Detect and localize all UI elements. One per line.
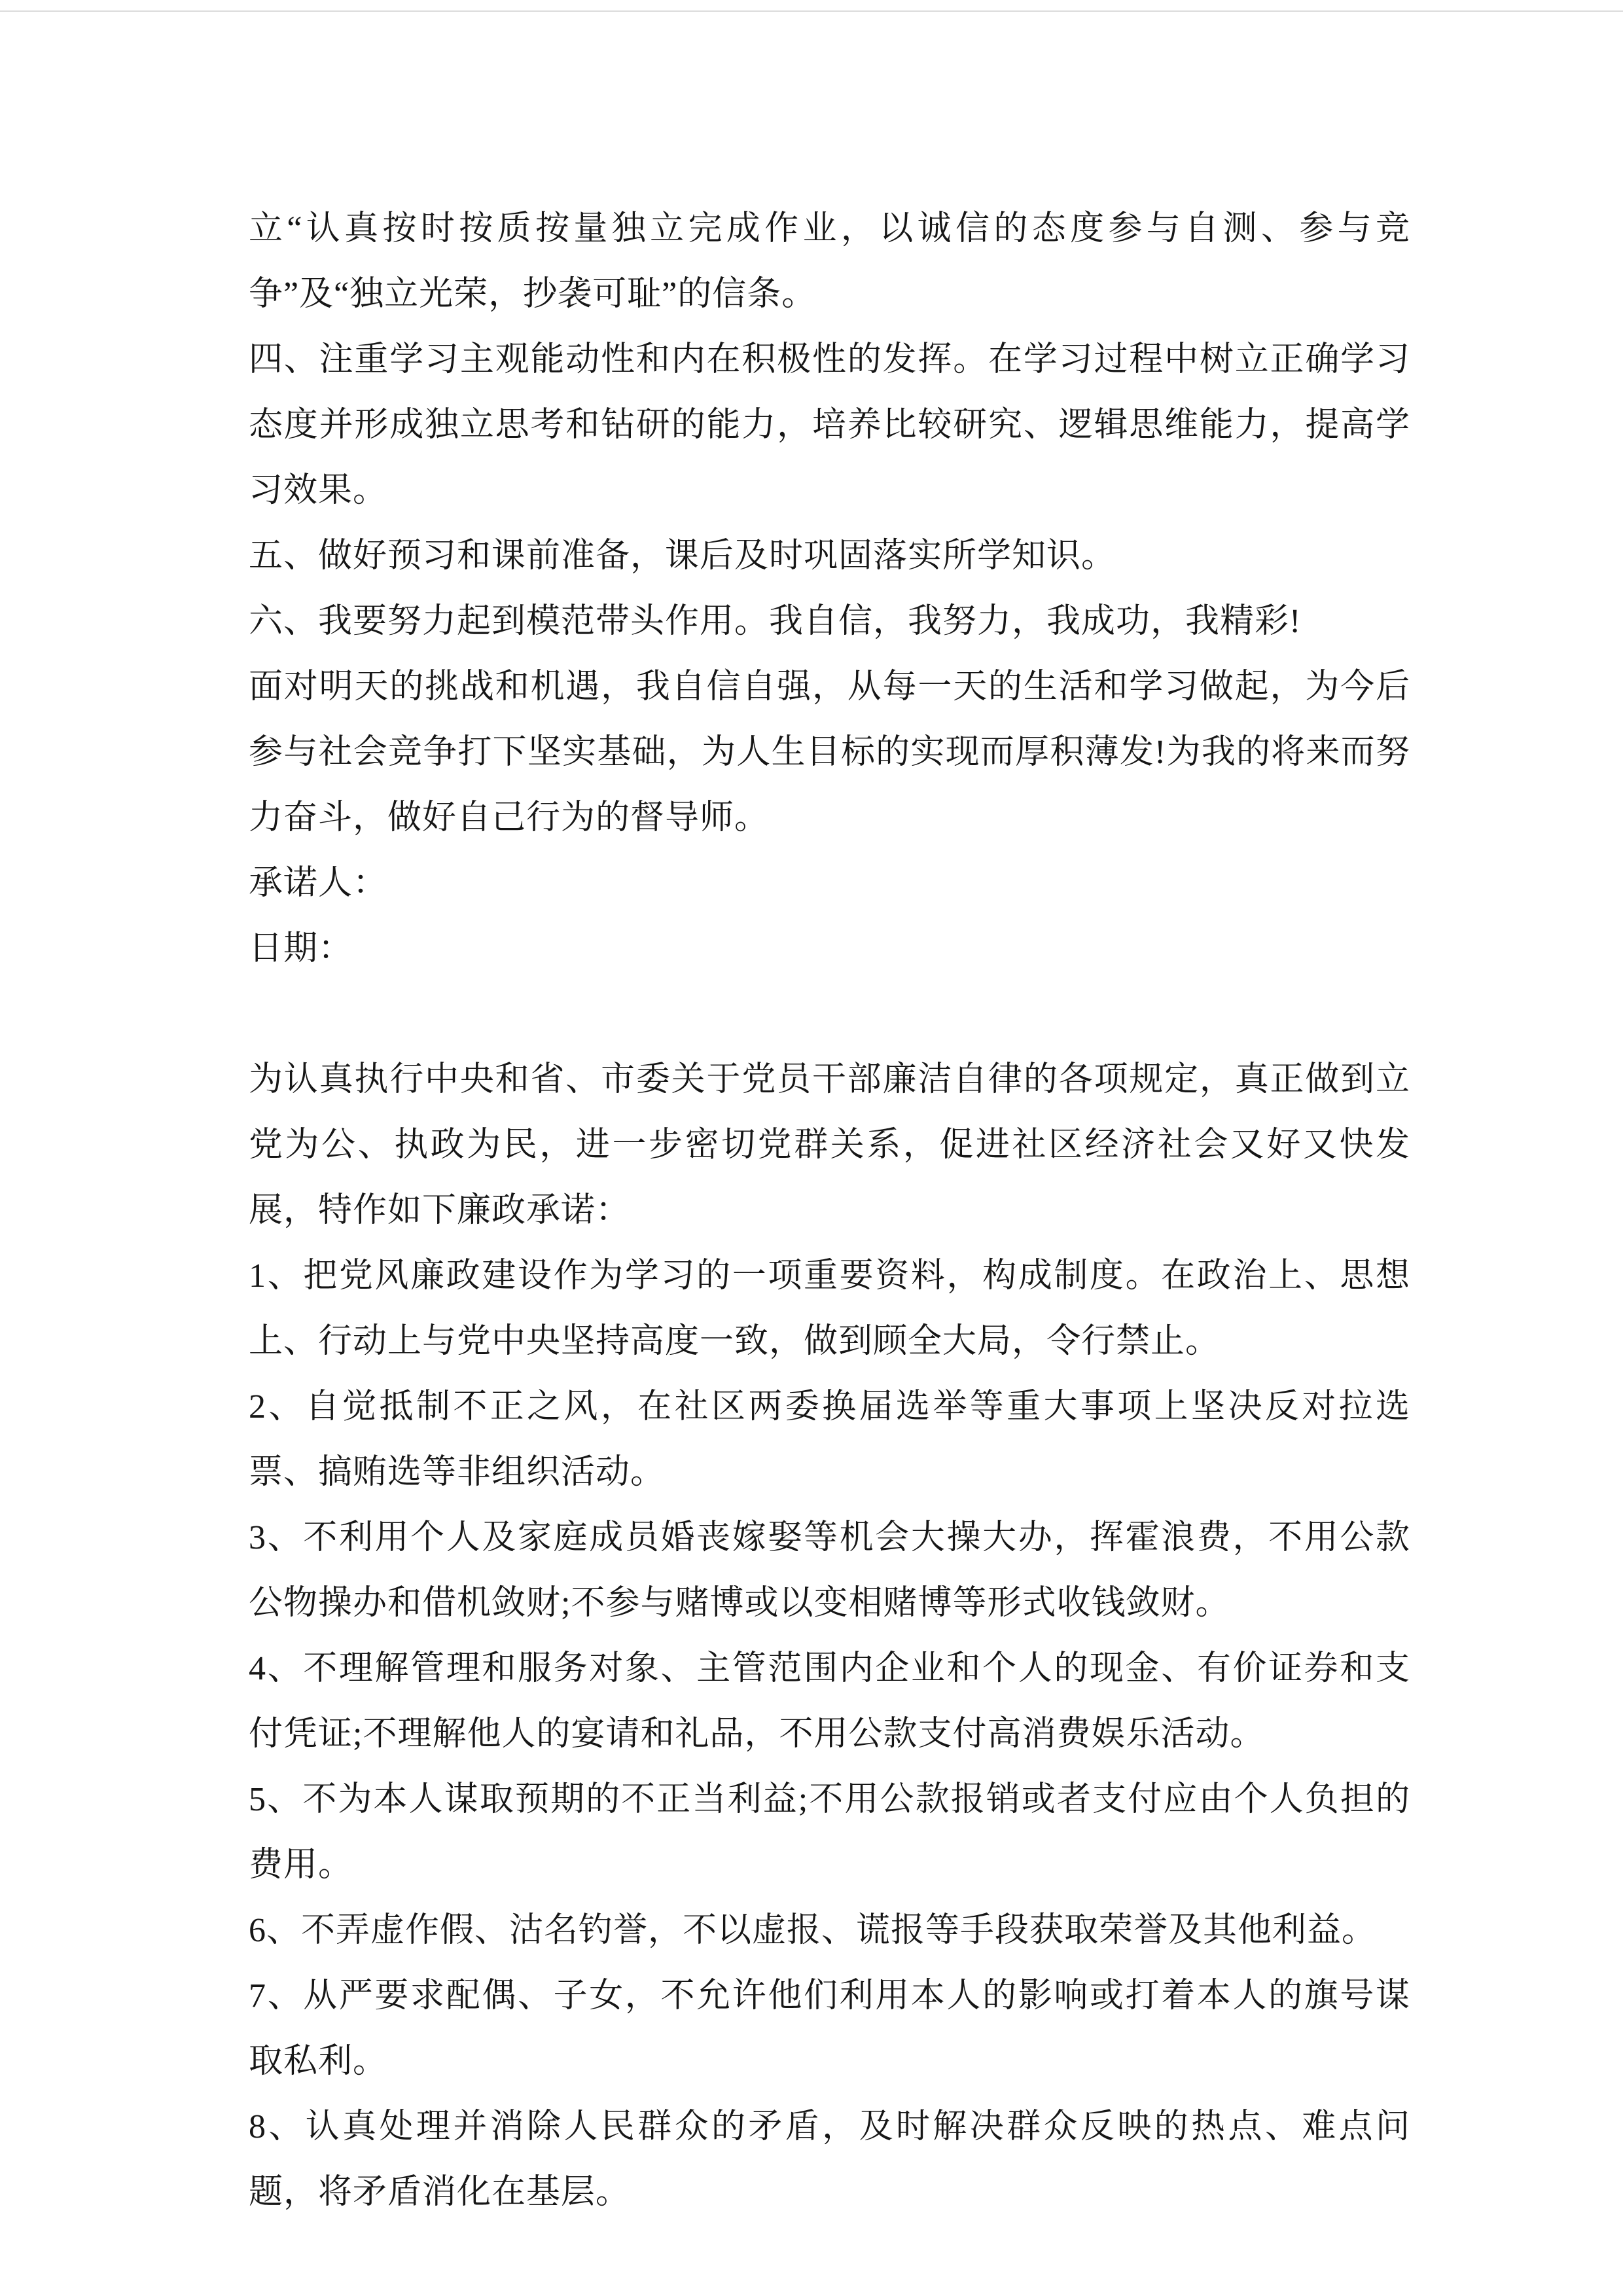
paragraph: 为认真执行中央和省、市委关于党员干部廉洁自律的各项规定，真正做到立党为公、执政为民，进一步密切党群关系，促进社区经济社会又好又快发展，特作如下廉政承诺： — [249, 1061, 1410, 1229]
paragraph — [249, 982, 1410, 1047]
paragraph: 六、我要努力起到模范带头作用。我自信，我努力，我成功，我精彩! — [249, 603, 1302, 640]
paragraph: 日期： — [249, 930, 353, 967]
paragraph: 3、不利用个人及家庭成员婚丧嫁娶等机会大操大办，挥霍浪费，不用公款公物操办和借机敛财;不参与赌博或以变相赌博等形式收钱敛财。 — [249, 1519, 1410, 1622]
paragraph: 1、把党风廉政建设作为学习的一项重要资料，构成制度。在政治上、思想上、行动上与党中央坚持高度一致，做到顾全大局，令行禁止。 — [249, 1257, 1410, 1360]
paragraph: 8、认真处理并消除人民群众的矛盾，及时解决群众反映的热点、难点问题，将矛盾消化在基层。 — [249, 2108, 1410, 2211]
paragraph: 承诺人： — [249, 865, 388, 902]
paragraph: 6、不弄虚作假、沽名钓誉，不以虚报、谎报等手段获取荣誉及其他利益。 — [249, 1912, 1377, 1949]
paragraph: 2、自觉抵制不正之风，在社区两委换届选举等重大事项上坚决反对拉选票、搞贿选等非组织活动。 — [249, 1388, 1410, 1491]
paragraph: 四、注重学习主观能动性和内在积极性的发挥。在学习过程中树立正确学习态度并形成独立思考和钻研的能力，培养比较研究、逻辑思维能力，提高学习效果。 — [249, 341, 1410, 509]
paragraph: 4、不理解管理和服务对象、主管范围内企业和个人的现金、有价证券和支付凭证;不理解他人的宴请和礼品，不用公款支付高消费娱乐活动。 — [249, 1650, 1410, 1753]
paragraph: 立“认真按时按质按量独立完成作业，以诚信的态度参与自测、参与竞争”及“独立光荣，抄袭可耻”的信条。 — [249, 210, 1410, 313]
paragraph: 5、不为本人谋取预期的不正当利益;不用公款报销或者支付应由个人负担的费用。 — [249, 1781, 1410, 1884]
document-body — [249, 196, 1410, 2225]
paragraph: 7、从严要求配偶、子女，不允许他们利用本人的影响或打着本人的旗号谋取私利。 — [249, 1977, 1410, 2080]
paragraph: 面对明天的挑战和机遇，我自信自强，从每一天的生活和学习做起，为今后参与社会竞争打下坚实基础，为人生目标的实现而厚积薄发!为我的将来而努力奋斗，做好自己行为的督导师。 — [249, 668, 1410, 836]
paragraph: 五、做好预习和课前准备，课后及时巩固落实所学知识。 — [249, 537, 1116, 575]
page-top-edge — [0, 10, 1623, 12]
